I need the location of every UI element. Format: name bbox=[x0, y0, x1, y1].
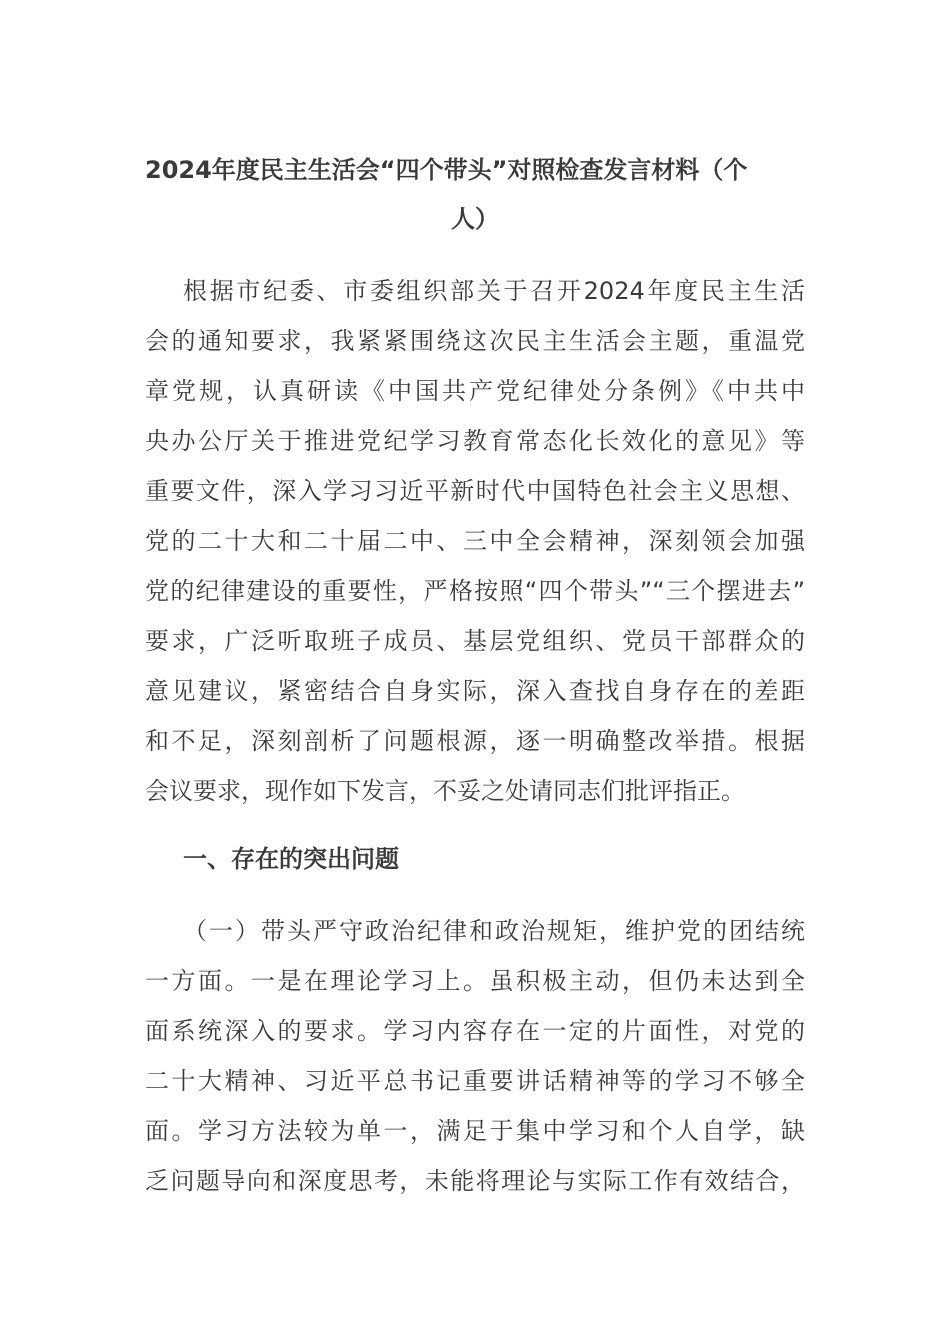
paragraph-line: 央办公厅关于推进党纪学习教育常态化长效化的意见》等 bbox=[145, 427, 805, 455]
paragraph-line: 根据市纪委、市委组织部关于召开2024年度民主生活 bbox=[183, 277, 805, 305]
paragraph-line: 重要文件，深入学习习近平新时代中国特色社会主义思想、 bbox=[145, 477, 805, 505]
paragraph-line: 乏问题导向和深度思考，未能将理论与实际工作有效结合， bbox=[145, 1167, 805, 1195]
paragraph-line: 和不足，深刻剖析了问题根源，逐一明确整改举措。根据 bbox=[145, 727, 805, 755]
paragraph-line: 会的通知要求，我紧紧围绕这次民主生活会主题，重温党 bbox=[145, 327, 805, 355]
paragraph-line: 二十大精神、习近平总书记重要讲话精神等的学习不够全 bbox=[145, 1067, 805, 1095]
intro-paragraph bbox=[145, 266, 805, 816]
paragraph-line: 一方面。一是在理论学习上。虽积极主动，但仍未达到全 bbox=[145, 967, 805, 995]
paragraph-line: 意见建议，紧密结合自身实际，深入查找自身存在的差距 bbox=[145, 677, 805, 705]
paragraph-line: 要求，广泛听取班子成员、基层党组织、党员干部群众的 bbox=[145, 627, 805, 655]
subsection-paragraph bbox=[145, 906, 805, 1206]
paragraph-line: 章党规，认真研读《中国共产党纪律处分条例》《中共中 bbox=[145, 377, 805, 405]
paragraph-line: 会议要求，现作如下发言，不妥之处请同志们批评指正。 bbox=[145, 777, 745, 805]
title-line-2: 人） bbox=[451, 205, 499, 233]
paragraph-line: 党的纪律建设的重要性，严格按照“四个带头”“三个摆进去” bbox=[145, 577, 805, 605]
paragraph-line: 面系统深入的要求。学习内容存在一定的片面性，对党的 bbox=[145, 1017, 805, 1045]
title-line-1: 2024年度民主生活会“四个带头”对照检查发言材料（个 bbox=[145, 156, 748, 184]
paragraph-line: 面。学习方法较为单一，满足于集中学习和个人自学，缺 bbox=[145, 1117, 805, 1145]
section-heading: 一、存在的突出问题 bbox=[183, 845, 399, 873]
paragraph-line: 党的二十大和二十届二中、三中全会精神，深刻领会加强 bbox=[145, 527, 805, 555]
document-title bbox=[145, 146, 805, 244]
paragraph-line: （一）带头严守政治纪律和政治规矩，维护党的团结统 bbox=[183, 917, 805, 945]
